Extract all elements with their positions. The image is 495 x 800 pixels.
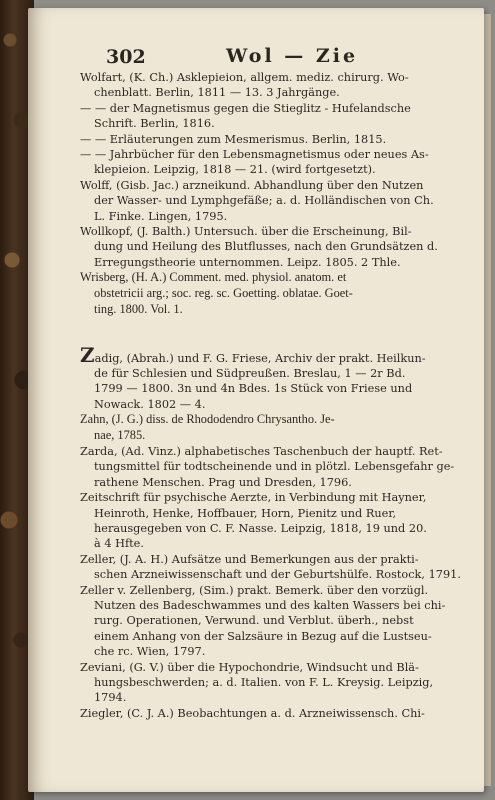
page-header — [106, 46, 466, 72]
bibliography-entry: — — der Magnetismus gegen die Stieglitz - Hufelandsche Schrift. Berlin, 1816. — [80, 101, 411, 131]
drop-initial: Z — [80, 342, 95, 367]
section-divider-space — [80, 318, 472, 348]
bibliography-entry: Zeviani, (G. V.) über die Hypochondrie, Windsucht und Blä- hungsbeschwerden; a. d. Italien. von F. L. Kreysig. Leipzig, 1794. — [80, 660, 434, 705]
bibliography-entry: Zeller v. Zellenberg, (Sim.) prakt. Bemerk. über den vorzügl. Nutzen des Badeschwammes und des kalten Wassers bei chi- rurg. Operationen, Verwund. und Verblut. überh., nebst einem Anhang von der Salzsäure in Bezug auf die Lustseu- che rc. Wien, 1797. — [80, 583, 446, 659]
entry-text: adig, (Abrah.) und F. G. Friese, Archiv der prakt. Heilkun- de für Schlesien und Südpreußen. Breslau, 1 — 2r Bd. 1799 — 1800. 3n und 4n Bdes. 1s Stück von Friese und Nowack. 1802 — 4. — [94, 351, 426, 411]
bibliography-entries — [80, 70, 472, 721]
bibliography-entry: Wolff, (Gisb. Jac.) arzneikund. Abhandlung über den Nutzen der Wasser- und Lymphgefäße; a. d. Holländischen von Ch. L. Finke. Lingen, 1795. — [80, 178, 434, 223]
page-edge — [484, 14, 491, 786]
bibliography-entry: Zeitschrift für psychische Aerzte, in Verbindung mit Hayner, Heinroth, Henke, Hoffbauer, Horn, Pienitz und Ruer, herausgegeben von C. F. Nasse. Leipzig, 1818, 19 und 20. à 4 Hfte. — [80, 491, 427, 551]
bibliography-entry: Zarda, (Ad. Vinz.) alphabetisches Taschenbuch der hauptf. Ret- tungsmittel für todtscheinende und in plötzl. Lebensgefahr ge- rathene Menschen. Prag und Dresden, 1796. — [80, 444, 455, 489]
bibliography-entry — [80, 342, 472, 413]
running-head: Wol — Zie — [226, 45, 359, 67]
bibliography-entry-latin: Zahn, (J. G.) diss. de Rhododendro Chrysantho. Je- nae, 1785. — [80, 412, 335, 443]
bibliography-entry: Wolfart, (K. Ch.) Asklepieion, allgem. mediz. chirurg. Wo- chenblatt. Berlin, 1811 — 13. 3 Jahrgänge. — [80, 71, 409, 100]
entries-z-section — [80, 342, 472, 722]
bibliography-entry: Wollkopf, (J. Balth.) Untersuch. über die Erscheinung, Bil- dung und Heilung des Blutflusses, nach den Grundsätzen d. Erregungstheorie unternommen. Leipz. 1805. 2 Thle. — [80, 225, 438, 269]
bibliography-entry: — — Erläuterungen zum Mesmerismus. Berlin, 1815. — [80, 132, 387, 146]
bibliography-entry: — — Jahrbücher für den Lebensmagnetismus oder neues As- klepieion. Leipzig, 1818 — 21. (wird fortgesetzt). — [80, 148, 429, 177]
bibliography-entry: Zeller, (J. A. H.) Aufsätze und Bemerkungen aus der prakti- schen Arzneiwissenschaft und der Geburtshülfe. Rostock, 1791. — [80, 552, 461, 582]
page-number: 302 — [106, 46, 146, 68]
entries-w-section — [80, 70, 472, 318]
bibliography-entry: Ziegler, (C. J. A.) Beobachtungen a. d. Arzneiwissensch. Chi- — [80, 706, 425, 720]
bibliography-entry-latin: Wrisberg, (H. A.) Comment. med. physiol. anatom. et obstetricii arg.; soc. reg. sc. Goetting. oblatae. Goet- ting. 1800. Vol. 1. — [80, 270, 353, 316]
